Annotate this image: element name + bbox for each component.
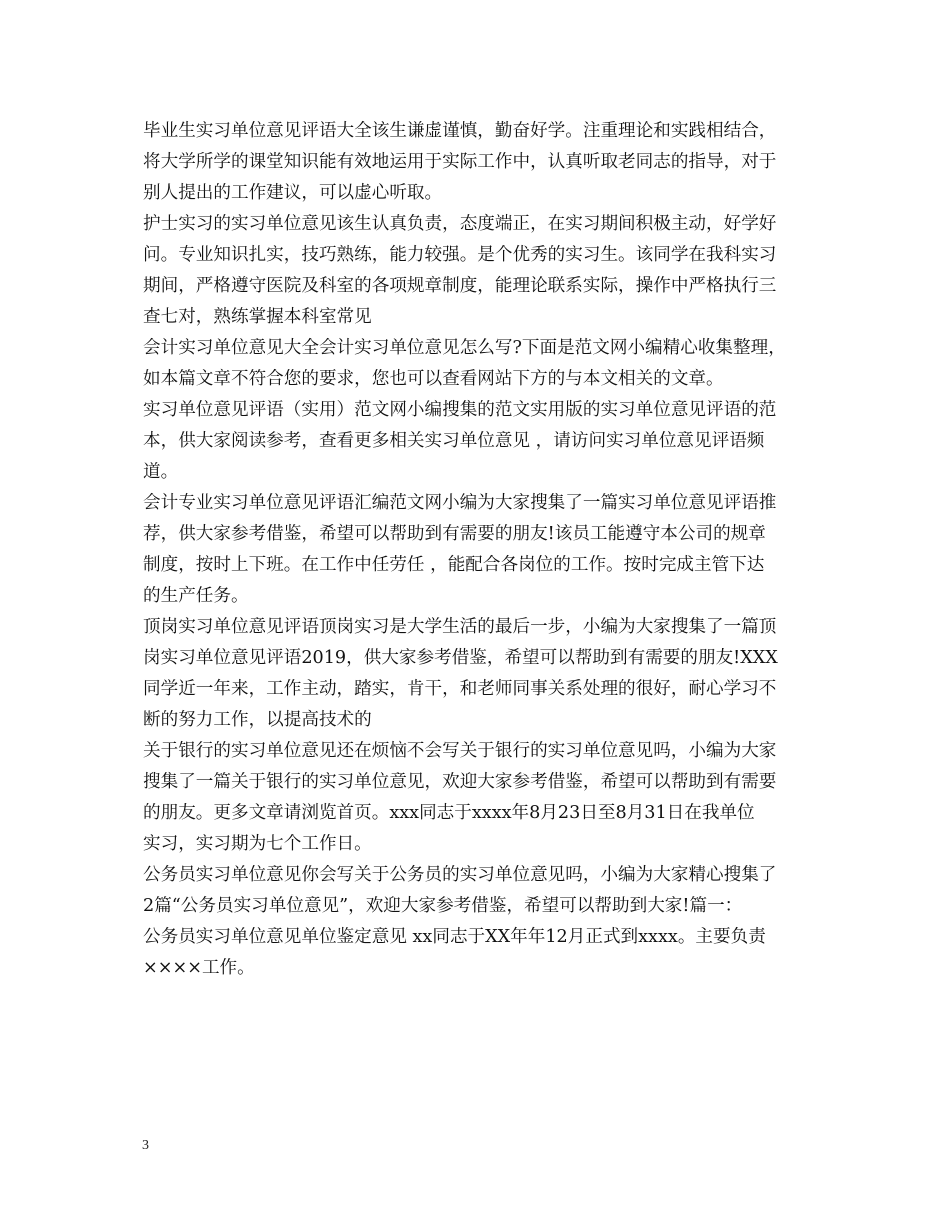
- text-line: 公务员实习单位意见你会写关于公务员的实习单位意见吗，小编为大家精心搜集了: [143, 865, 777, 885]
- text-line: 断的努力工作，以提高技术的: [143, 710, 372, 730]
- text-line: 荐，供大家参考借鉴，希望可以帮助到有需要的朋友!该员工能遵守本公司的规章: [143, 524, 766, 544]
- text-line: 会计实习单位意见大全会计实习单位意见怎么写?下面是范文网小编精心收集整理，: [143, 338, 786, 358]
- text-line: ××××工作。: [143, 958, 255, 978]
- text-line: 顶岗实习单位意见评语顶岗实习是大学生活的最后一步，小编为大家搜集了一篇顶: [143, 617, 777, 637]
- text-line: 护士实习的实习单位意见该生认真负责，态度端正，在实习期间积极主动，好学好: [143, 214, 777, 234]
- text-line: 公务员实习单位意见单位鉴定意见 xx同志于XX年年12月正式到xxxx。主要负责: [143, 927, 766, 947]
- text-line: 2篇“公务员实习单位意见”，欢迎大家参考借鉴，希望可以帮助到大家!篇一：: [143, 896, 743, 916]
- text-line: 的朋友。更多文章请浏览首页。xxx同志于xxxx年8月23日至8月31日在我单位: [143, 803, 755, 823]
- text-line: 同学近一年来，工作主动，踏实，肯干，和老师同事关系处理的很好，耐心学习不: [143, 679, 777, 699]
- text-line: 实习单位意见评语（实用）范文网小编搜集的范文实用版的实习单位意见评语的范: [143, 400, 777, 420]
- text-line: 别人提出的工作建议，可以虚心听取。: [143, 183, 443, 203]
- text-line: 本，供大家阅读参考，查看更多相关实习单位意见 ，请访问实习单位意见评语频: [143, 431, 765, 451]
- text-line: 制度，按时上下班。在工作中任劳任 ，能配合各岗位的工作。按时完成主管下达: [143, 555, 765, 575]
- text-line: 毕业生实习单位意见评语大全该生谦虚谨慎，勤奋好学。注重理论和实践相结合，: [143, 121, 777, 141]
- text-line: 问。专业知识扎实，技巧熟练，能力较强。是个优秀的实习生。该同学在我科实习: [143, 245, 777, 265]
- text-line: 岗实习单位意见评语2019，供大家参考借鉴，希望可以帮助到有需要的朋友!XXX: [143, 648, 778, 668]
- text-line: 关于银行的实习单位意见还在烦恼不会写关于银行的实习单位意见吗，小编为大家: [143, 741, 777, 761]
- text-line: 如本篇文章不符合您的要求，您也可以查看网站下方的与本文相关的文章。: [143, 369, 724, 389]
- text-line: 查七对，熟练掌握本科室常见: [143, 307, 372, 327]
- document-body: [143, 116, 828, 984]
- page-number: 3: [142, 1138, 149, 1153]
- text-line: 道。: [143, 462, 179, 482]
- text-line: 会计专业实习单位意见评语汇编范文网小编为大家搜集了一篇实习单位意见评语推: [143, 493, 777, 513]
- text-line: 实习，实习期为七个工作日。: [143, 834, 372, 854]
- text-line: 将大学所学的课堂知识能有效地运用于实际工作中，认真听取老同志的指导，对于: [143, 152, 777, 172]
- text-line: 期间，严格遵守医院及科室的各项规章制度，能理论联系实际，操作中严格执行三: [143, 276, 777, 296]
- text-line: 搜集了一篇关于银行的实习单位意见，欢迎大家参考借鉴，希望可以帮助到有需要: [143, 772, 777, 792]
- text-line: 的生产任务。: [143, 586, 249, 606]
